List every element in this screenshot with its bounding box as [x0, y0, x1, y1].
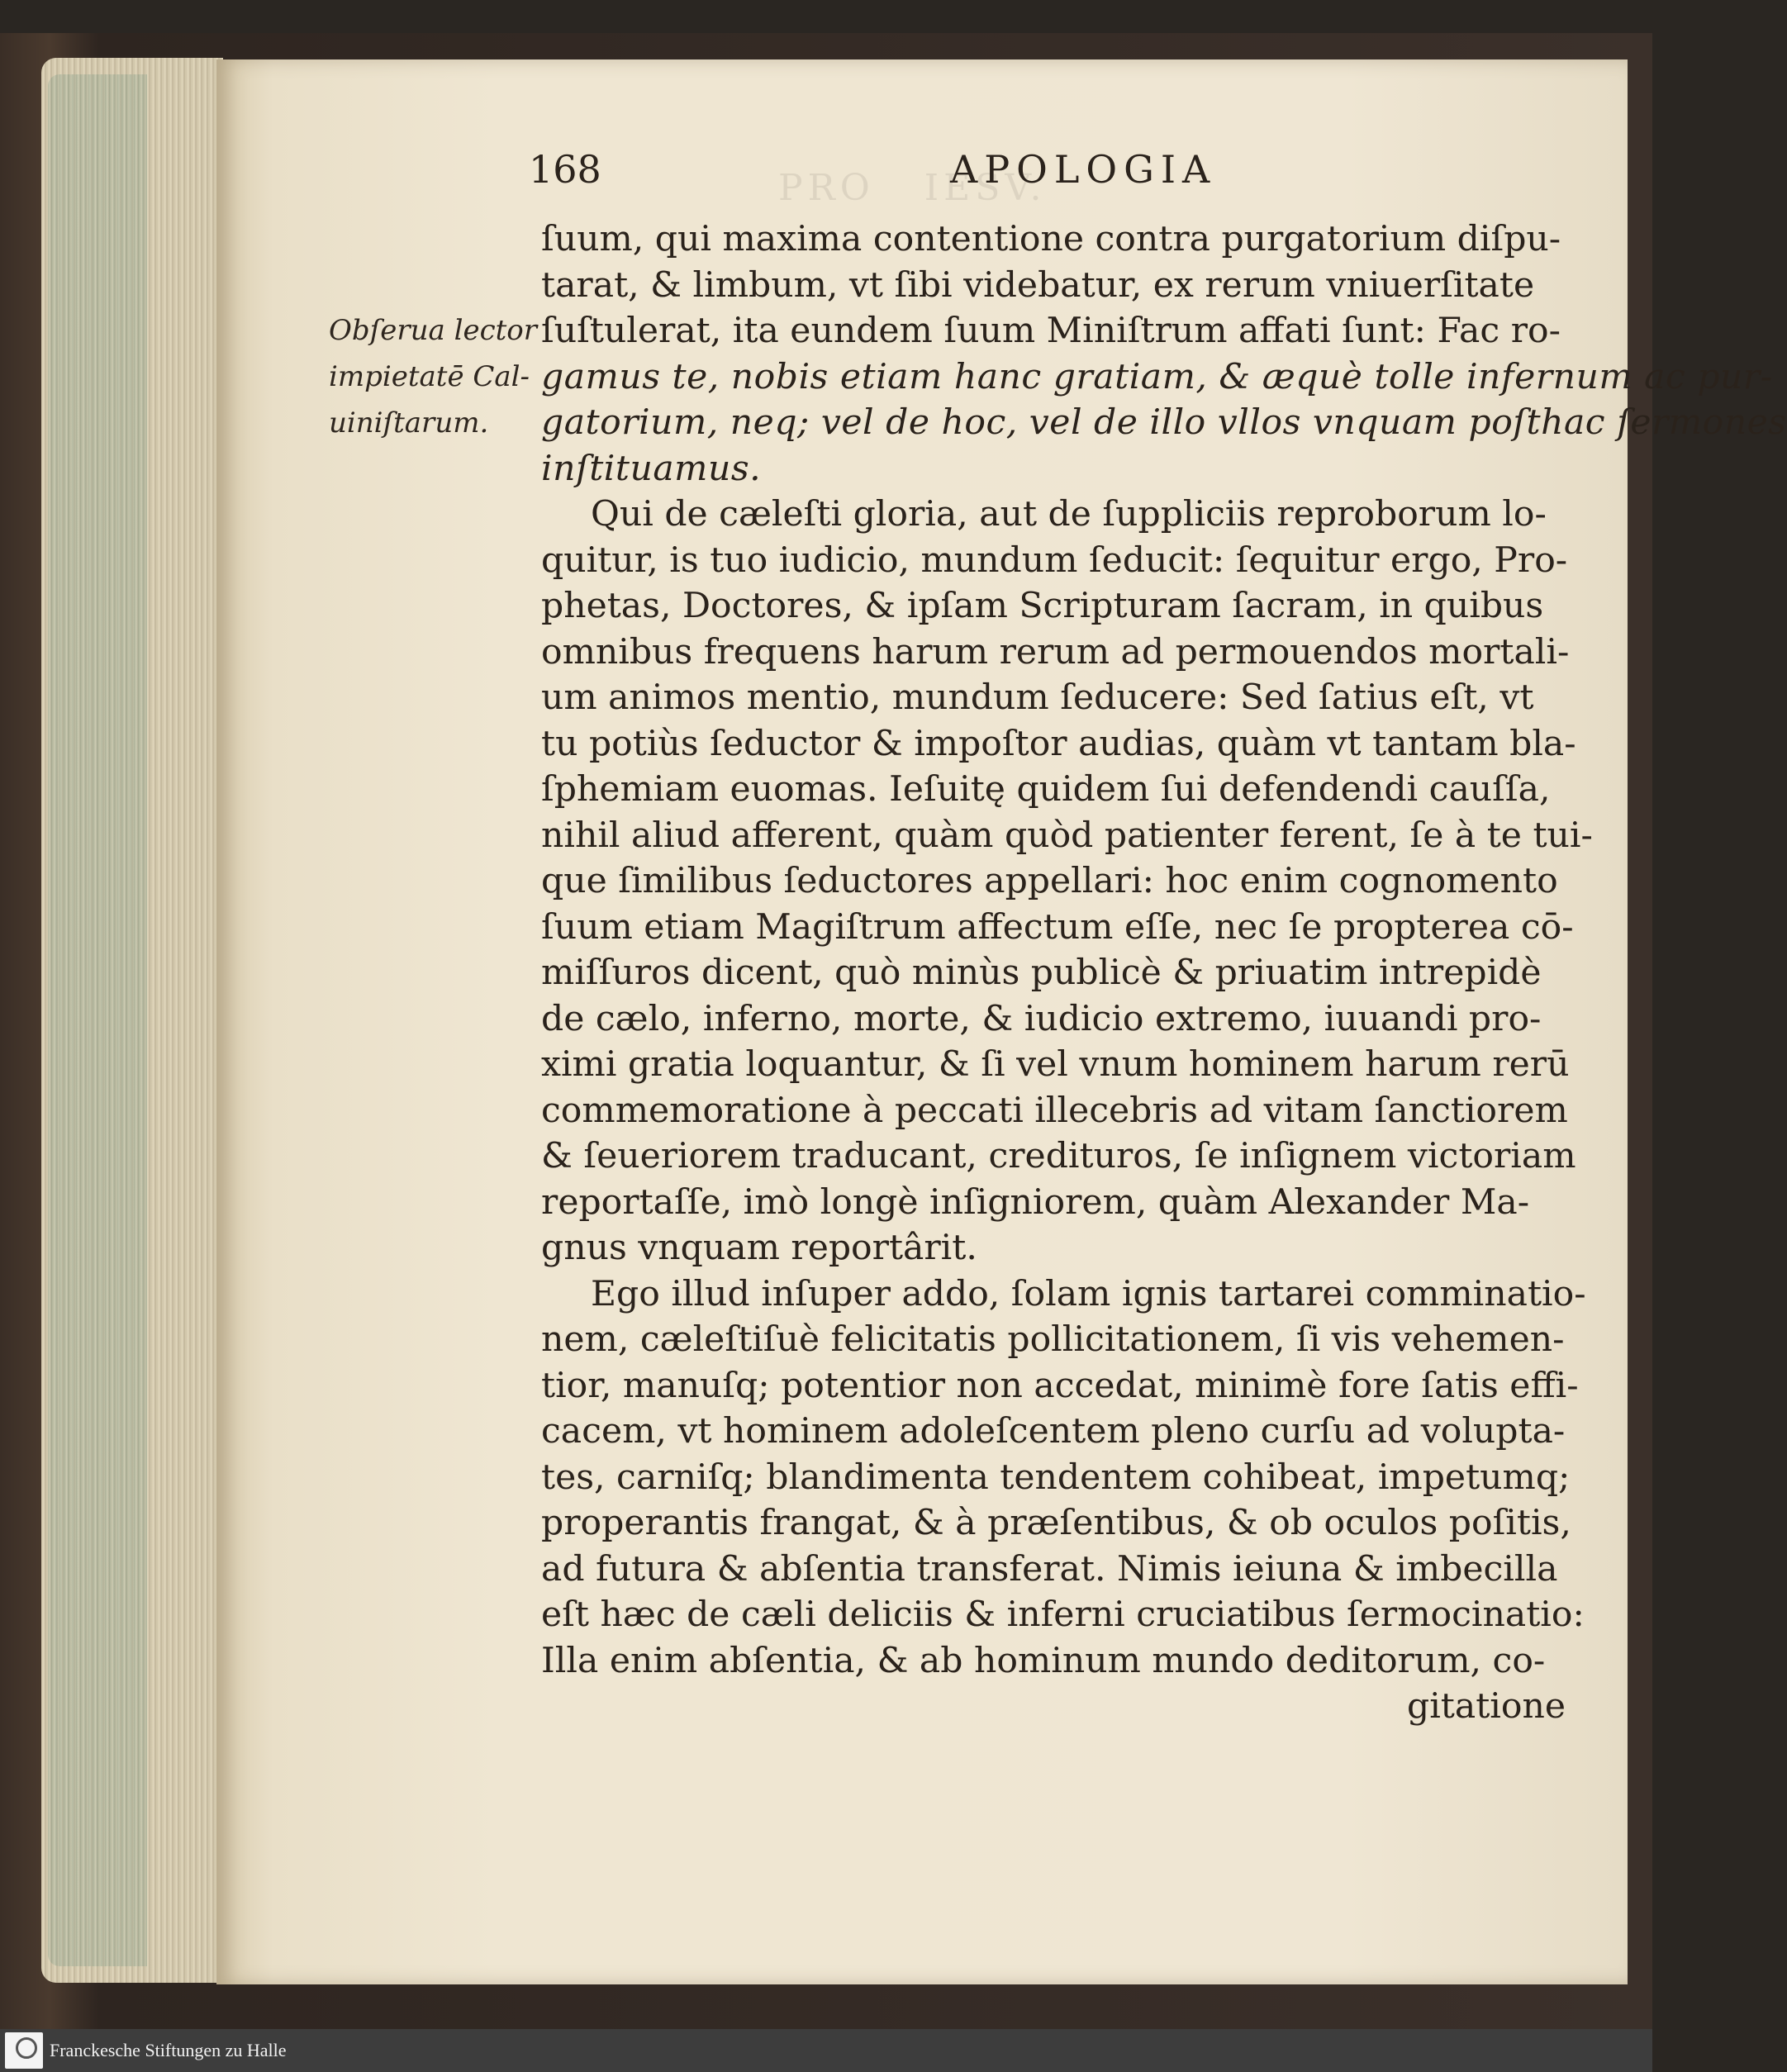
text-line: Illa enim abſentia, & ab hominum mundo deditorum, co- [541, 1640, 1546, 1681]
catchword: gitatione [1407, 1686, 1566, 1727]
footer-credit: Franckesche Stiftungen zu Halle [50, 2040, 287, 2060]
text-line: nihil aliud afferent, quàm quòd patienter ferent, ſe à te tui- [541, 815, 1593, 856]
text-line: tarat, & limbum, vt ſibi videbatur, ex rerum vniuerſitate [541, 264, 1535, 306]
margin-note-line: Obſerua lector [329, 314, 537, 347]
page-number: 168 [529, 147, 601, 192]
text-line: um animos mentio, mundum ſeducere: Sed ſatius eſt, vt [541, 677, 1534, 718]
text-line: eſt hæc de cæli deliciis & inferni cruciatibus ſermocinatio: [541, 1594, 1585, 1635]
text-line: gatorium, neq; vel de hoc, vel de illo vllos vnquam poſthac ſermones [541, 402, 1787, 443]
margin-note-line: uiniſtarum. [329, 406, 489, 440]
show-through-text: PRO IESV. [778, 167, 1047, 209]
page-edges-tint [48, 74, 147, 1966]
text-line: properantis frangat, & à præſentibus, & ob oculos poſitis, [541, 1503, 1571, 1543]
text-line: tes, carniſq; blandimenta tendentem cohibeat, impetumq; [541, 1457, 1571, 1498]
text-line: & ſeueriorem traducant, credituros, ſe inſignem victoriam [541, 1136, 1576, 1176]
footer-bar [0, 2029, 1652, 2072]
text-line: cacem, vt hominem adoleſcentem pleno curſu ad volupta- [541, 1411, 1566, 1452]
text-line: ſuum etiam Magiſtrum affectum eſſe, nec ſe propterea cō- [541, 906, 1574, 948]
text-line: gamus te, nobis etiam hanc gratiam, & æquè tolle infernum ac pur- [541, 356, 1773, 397]
text-line: phetas, Doctores, & ipſam Scripturam ſacram, in quibus [541, 586, 1544, 626]
text-line: inſtituamus. [541, 448, 762, 489]
text-line: tu potiùs ſeductor & impoſtor audias, quàm vt tantam bla- [541, 723, 1576, 764]
text-line: miſſuros dicent, quò minùs publicè & priuatim intrepidè [541, 953, 1542, 993]
text-line: gnus vnquam reportârit. [541, 1228, 977, 1268]
text-line: reportaſſe, imò longè inſigniorem, quàm Alexander Ma- [541, 1181, 1530, 1223]
running-head [529, 147, 1371, 197]
institution-logo-icon [5, 2032, 43, 2069]
text-line: de cælo, inferno, morte, & iudicio extremo, iuuandi pro- [541, 998, 1542, 1039]
text-line: Ego illud inſuper addo, ſolam ignis tartarei comminatio- [591, 1273, 1586, 1314]
text-line: ſphemiam euomas. Ieſuitę quidem ſui defendendi cauſſa, [541, 769, 1551, 810]
text-line: nem, cæleſtiſuè felicitatis pollicitationem, ſi vis vehemen- [541, 1319, 1565, 1360]
text-line: ſuſtulerat, ita eundem ſuum Miniſtrum affati ſunt: Fac ro- [541, 311, 1561, 351]
text-line: ſuum, qui maxima contentione contra purgatorium diſpu- [541, 219, 1561, 259]
text-line: quitur, is tuo iudicio, mundum ſeducit: ſequitur ergo, Pro- [541, 539, 1568, 581]
margin-note [329, 307, 535, 446]
margin-note-line: impietatē Cal- [329, 360, 530, 393]
text-line: que ſimilibus ſeductores appellari: hoc enim cognomento [541, 861, 1558, 901]
text-line: tior, manuſq; potentior non accedat, minimè fore ſatis effi- [541, 1365, 1579, 1406]
text-line: Qui de cæleſti gloria, aut de ſuppliciis reproborum lo- [591, 494, 1547, 535]
running-title: APOLOGIA [950, 147, 1217, 192]
text-line: omnibus frequens harum rerum ad permouendos mortali- [541, 631, 1570, 672]
text-line: commemoratione à peccati illecebris ad vitam ſanctiorem [541, 1090, 1568, 1131]
body-text [541, 216, 1787, 1730]
text-line: ximi gratia loquantur, & ſi vel vnum hominem harum rerū [541, 1044, 1570, 1085]
text-line: ad futura & abſentia transferat. Nimis ieiuna & imbecilla [541, 1548, 1558, 1590]
